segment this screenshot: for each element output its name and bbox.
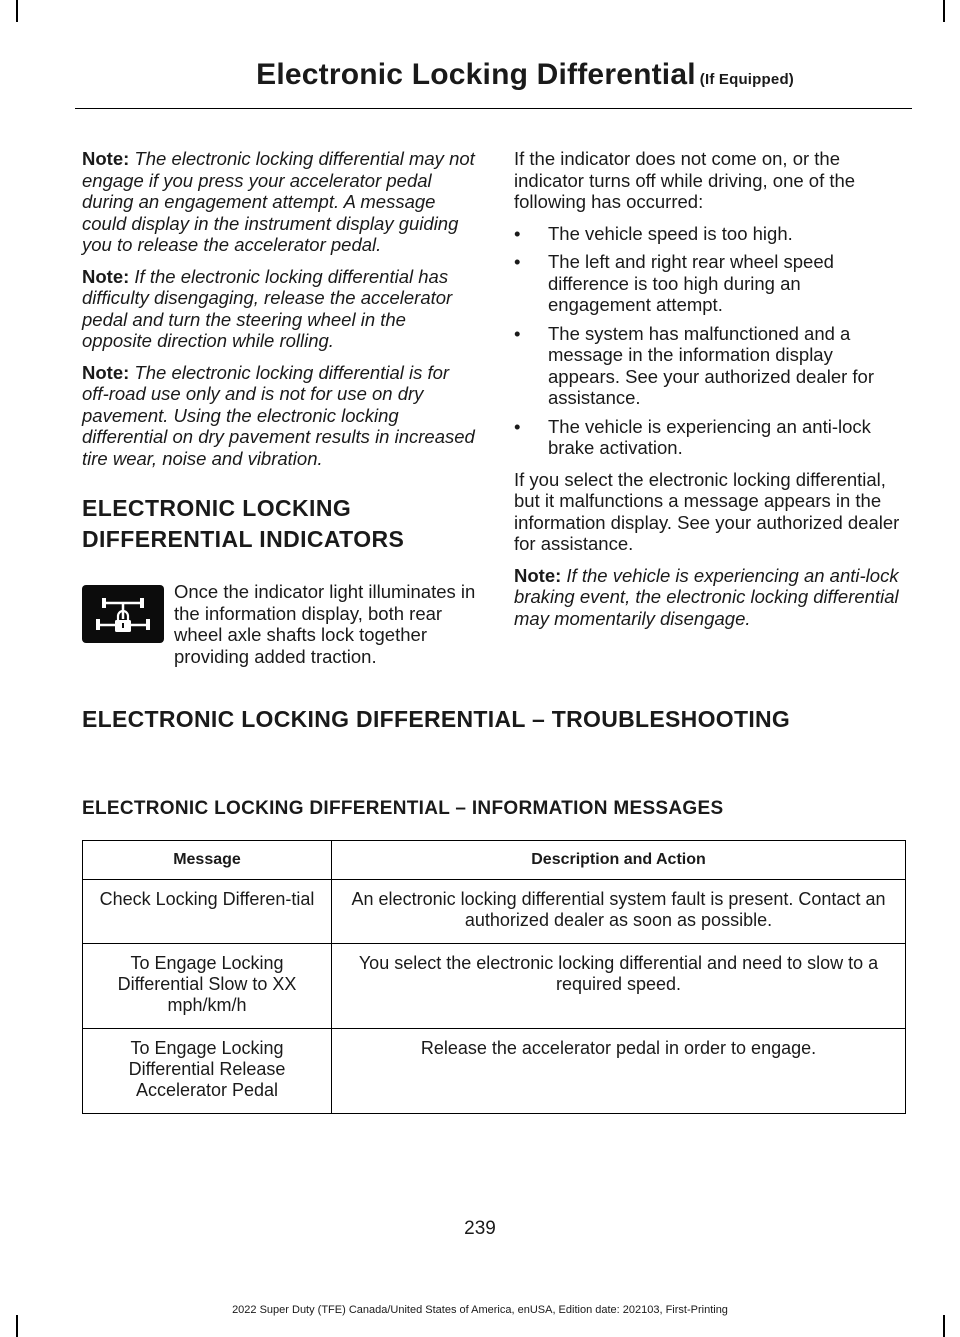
right-column [514,148,908,639]
crop-mark [16,0,18,22]
list-item: • The left and right rear wheel speed difference is too high during an engagement attempt. [514,251,908,316]
footer-text: 2022 Super Duty (TFE) Canada/United States of America, enUSA, Edition date: 202103, First-Printing [232,1304,728,1316]
list-item: • The vehicle is experiencing an anti-lock brake activation. [514,416,908,459]
note-paragraph [82,148,476,256]
page-header [75,52,912,109]
note-paragraph [82,362,476,470]
note-paragraph [82,266,476,352]
column-header: Message [83,841,332,880]
note-text: The electronic locking differential may not engage if you press your accelerator pedal during an engagement attempt. A message could display in the instrument display guiding you to release the accelerator pedal. [82,148,475,255]
troubleshooting-heading: ELECTRONIC LOCKING DIFFERENTIAL – TROUBLESHOOTING [82,706,791,732]
message-cell: To Engage Locking Differential Slow to XX mph/km/h [83,944,332,1029]
section-heading-line: DIFFERENTIAL INDICATORS [82,526,405,552]
note-text: If the vehicle is experiencing an anti-lock braking event, the electronic locking differential may momentarily disengage. [514,564,899,629]
crop-mark [943,0,945,22]
page-title [256,58,794,92]
crop-mark [16,1315,18,1337]
note-label: Note: [514,564,562,586]
intro-paragraph: If the indicator does not come on, or the indicator turns off while driving, one of the following has occurred: [514,148,856,212]
indicator-block [82,581,476,667]
information-messages-heading: ELECTRONIC LOCKING DIFFERENTIAL – INFORMATION MESSAGES [82,798,724,819]
section-heading-line: ELECTRONIC LOCKING [82,495,352,521]
message-cell: To Engage Locking Differential Release Accelerator Pedal [83,1029,332,1114]
table-row [83,944,906,1029]
page-title-text: Electronic Locking Differential [256,58,696,91]
note-text: The electronic locking differential is for off-road use only and is not for use on dry pavement. Using the electronic locking differential on dry pavement results in increased tire wear, noise and vibration. [82,361,475,469]
information-messages-table [82,840,906,1114]
note-label: Note: [82,265,130,287]
list-item: • The system has malfunctioned and a message in the information display appears. See your authorized dealer for assistance. [514,323,908,409]
left-column [82,148,476,667]
locking-differential-icon [82,585,164,643]
section-heading [82,493,476,555]
page-number: 239 [464,1218,496,1239]
description-cell: Release the accelerator pedal in order to engage. [332,1029,906,1114]
table-header-row [83,841,906,880]
causes-list [514,223,908,459]
note-label: Note: [82,361,130,383]
description-cell: An electronic locking differential system fault is present. Contact an authorized dealer as soon as possible. [332,880,906,944]
note-paragraph [514,565,908,630]
description-cell: You select the electronic locking differential and need to slow to a required speed. [332,944,906,1029]
list-item: • The vehicle speed is too high. [514,223,908,245]
page-title-subtitle: (If Equipped) [699,71,794,88]
table-row [83,1029,906,1114]
note-text: If the electronic locking differential has difficulty disengaging, release the accelerator pedal and turn the steering wheel in the opposite direction while rolling. [82,265,453,351]
malfunction-paragraph: If you select the electronic locking differential, but it malfunctions a message appears in the information display. See your authorized dealer for assistance. [514,468,900,554]
indicator-description: Once the indicator light illuminates in the information display, both rear wheel axle shafts lock together providing added traction. [174,581,476,667]
note-label: Note: [82,148,130,169]
crop-mark [943,1315,945,1337]
table-row [83,880,906,944]
column-header: Description and Action [332,841,906,880]
message-cell: Check Locking Differen-tial [83,880,332,944]
